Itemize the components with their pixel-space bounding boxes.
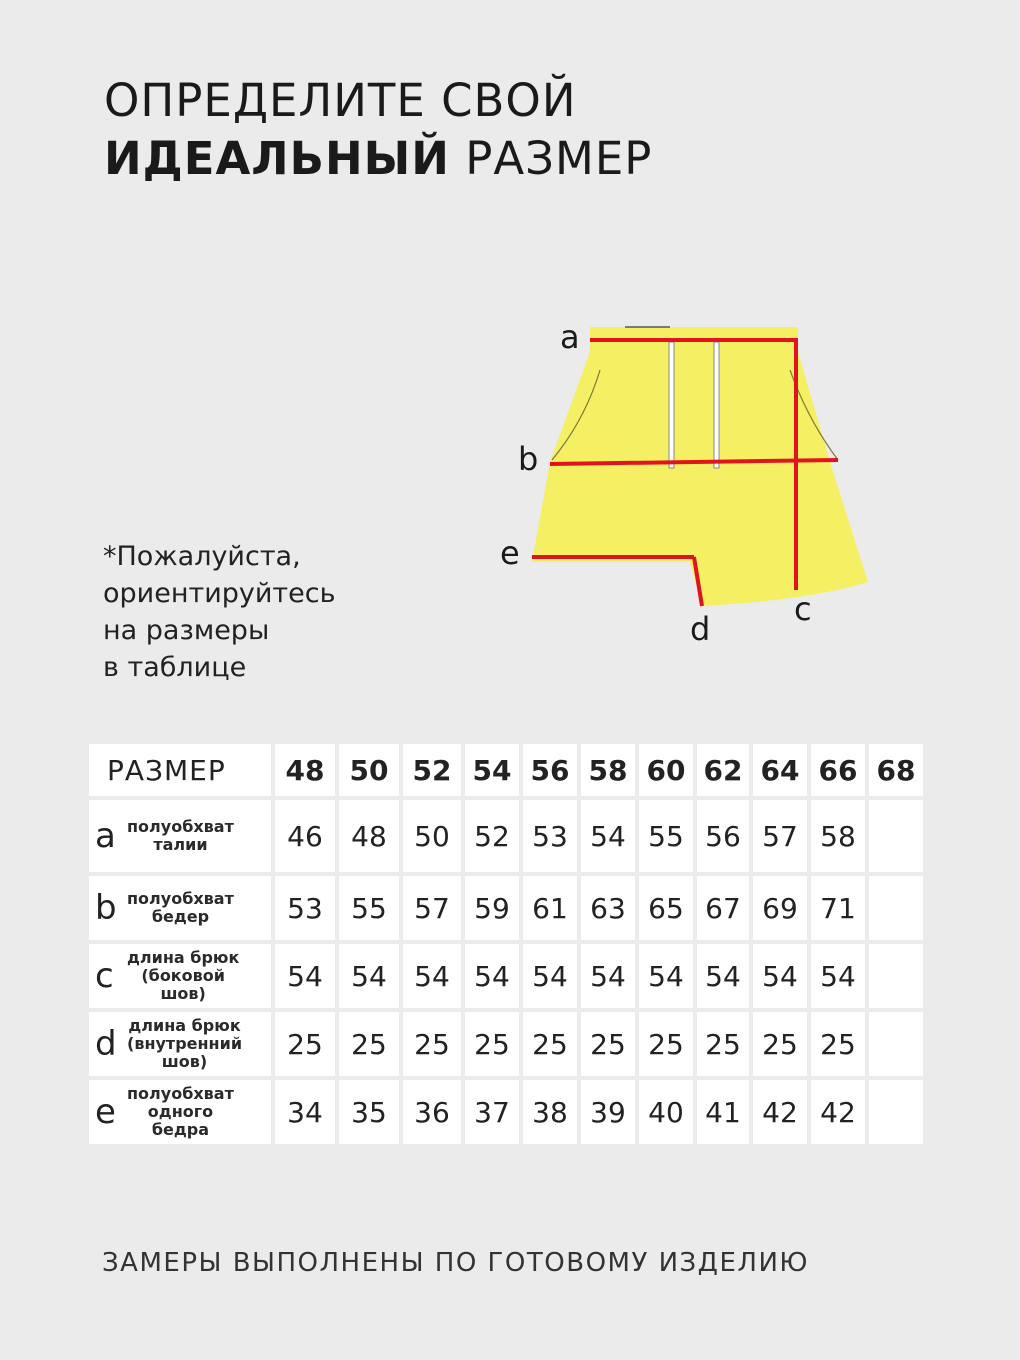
table-cell: 54 (523, 944, 577, 1008)
table-cell: 54 (811, 944, 865, 1008)
table-cell: 59 (465, 876, 519, 940)
note-line: ориентируйтесь (103, 578, 336, 609)
table-cell: 25 (811, 1012, 865, 1076)
row-description (123, 1085, 234, 1139)
desc-line: шов) (160, 984, 206, 1003)
row-label (89, 1080, 271, 1144)
label-a: a (560, 318, 580, 356)
table-cell: 54 (753, 944, 807, 1008)
table-cell: 37 (465, 1080, 519, 1144)
size-header: 50 (339, 744, 399, 796)
table-row (89, 800, 923, 872)
table-cell: 35 (339, 1080, 399, 1144)
row-label (89, 876, 271, 940)
size-header: 68 (869, 744, 923, 796)
row-letter: e (95, 1092, 116, 1132)
table-cell: 53 (275, 876, 335, 940)
table-cell: 57 (403, 876, 461, 940)
page-title (104, 72, 652, 188)
row-label (89, 800, 271, 872)
table-cell (869, 1012, 923, 1076)
shorts-measurement-diagram (490, 300, 890, 660)
table-row (89, 1080, 923, 1144)
title-line-1: ОПРЕДЕЛИТЕ СВОЙ (104, 74, 577, 127)
table-cell: 71 (811, 876, 865, 940)
table-cell: 41 (697, 1080, 749, 1144)
table-cell (869, 876, 923, 940)
table-cell: 42 (811, 1080, 865, 1144)
desc-line: длина брюк (127, 948, 240, 967)
size-header: 56 (523, 744, 577, 796)
table-cell: 65 (639, 876, 693, 940)
drawstring-left (669, 342, 674, 468)
table-cell: 25 (465, 1012, 519, 1076)
desc-line: полуобхват (127, 889, 234, 908)
title-rest-word: РАЗМЕР (465, 132, 653, 185)
table-cell: 48 (339, 800, 399, 872)
table-cell: 54 (639, 944, 693, 1008)
size-header: 60 (639, 744, 693, 796)
table-cell: 40 (639, 1080, 693, 1144)
label-e: e (500, 534, 520, 572)
desc-line: длина брюк (128, 1016, 241, 1035)
table-cell: 36 (403, 1080, 461, 1144)
table-row (89, 1012, 923, 1076)
row-letter: d (95, 1024, 117, 1064)
desc-line: шов) (161, 1052, 208, 1071)
size-header: 48 (275, 744, 335, 796)
table-cell: 25 (753, 1012, 807, 1076)
row-letter: c (95, 956, 114, 996)
table-cell: 54 (465, 944, 519, 1008)
table-row (89, 876, 923, 940)
row-label (89, 1012, 271, 1076)
size-header: 66 (811, 744, 865, 796)
drawstring-right (714, 342, 719, 468)
desc-line: бедра (151, 1120, 210, 1139)
desc-line: бедер (151, 907, 210, 926)
desc-line: полуобхват (127, 1084, 234, 1103)
table-cell: 25 (639, 1012, 693, 1076)
table-row (89, 944, 923, 1008)
table-cell: 50 (403, 800, 461, 872)
size-chart-table (85, 740, 927, 1148)
size-header: 64 (753, 744, 807, 796)
footer-note: ЗАМЕРЫ ВЫПОЛНЕНЫ ПО ГОТОВОМУ ИЗДЕЛИЮ (102, 1248, 809, 1278)
table-cell: 54 (339, 944, 399, 1008)
table-cell: 55 (639, 800, 693, 872)
table-cell (869, 944, 923, 1008)
table-cell: 53 (523, 800, 577, 872)
table-cell: 34 (275, 1080, 335, 1144)
desc-line: полуобхват (127, 817, 234, 836)
table-cell: 57 (753, 800, 807, 872)
header-label: РАЗМЕР (89, 744, 271, 796)
table-cell: 63 (581, 876, 635, 940)
table-cell: 67 (697, 876, 749, 940)
desc-line: одного (147, 1102, 214, 1121)
row-letter: a (95, 816, 116, 856)
table-cell: 25 (275, 1012, 335, 1076)
label-b: b (518, 440, 539, 478)
desc-line: (боковой (141, 966, 225, 985)
table-cell: 54 (697, 944, 749, 1008)
table-cell: 55 (339, 876, 399, 940)
table-cell: 38 (523, 1080, 577, 1144)
table-header-row (89, 744, 923, 796)
table-cell: 25 (339, 1012, 399, 1076)
table-cell: 42 (753, 1080, 807, 1144)
table-cell: 61 (523, 876, 577, 940)
row-description (123, 818, 234, 854)
table-cell (869, 1080, 923, 1144)
title-bold-word: ИДЕАЛЬНЫЙ (104, 132, 450, 185)
table-cell: 25 (581, 1012, 635, 1076)
note-line: на размеры (103, 615, 270, 646)
table-cell: 56 (697, 800, 749, 872)
table-cell: 54 (403, 944, 461, 1008)
table-cell: 54 (275, 944, 335, 1008)
desc-line: (внутренний (127, 1034, 243, 1053)
size-header: 54 (465, 744, 519, 796)
desc-line: талии (153, 835, 208, 854)
row-description (123, 1017, 242, 1071)
label-c: c (794, 590, 812, 628)
note-line: в таблице (103, 652, 247, 683)
size-header: 62 (697, 744, 749, 796)
table-cell: 69 (753, 876, 807, 940)
row-description (123, 949, 239, 1003)
table-cell: 54 (581, 944, 635, 1008)
table-cell: 25 (523, 1012, 577, 1076)
table-cell: 46 (275, 800, 335, 872)
table-cell (869, 800, 923, 872)
label-d: d (690, 610, 711, 648)
note-line: *Пожалуйста, (103, 541, 301, 572)
size-header: 58 (581, 744, 635, 796)
row-label (89, 944, 271, 1008)
size-note (103, 538, 336, 686)
shorts-body (532, 352, 868, 606)
row-description (123, 890, 234, 926)
table-cell: 58 (811, 800, 865, 872)
size-header: 52 (403, 744, 461, 796)
table-cell: 54 (581, 800, 635, 872)
table-cell: 39 (581, 1080, 635, 1144)
table-cell: 25 (403, 1012, 461, 1076)
table-cell: 52 (465, 800, 519, 872)
row-letter: b (95, 888, 117, 928)
title-line-2 (104, 130, 652, 188)
table-cell: 25 (697, 1012, 749, 1076)
